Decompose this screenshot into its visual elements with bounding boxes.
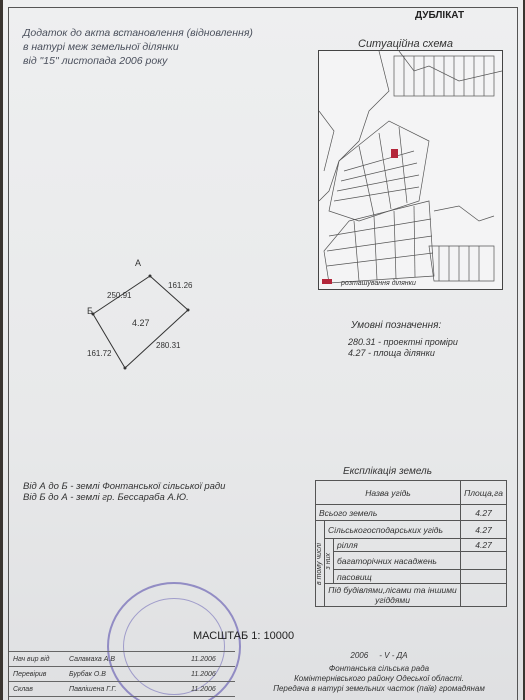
map-caption: розташування ділянки xyxy=(341,280,416,287)
explication-title: Експлікація земель xyxy=(343,466,432,477)
explication-row-name: рілля xyxy=(334,539,461,552)
explication-row-area xyxy=(461,584,507,607)
plot-area-label: 4.27 xyxy=(132,318,150,328)
boundary-description: Від А до Б - землі Фонтанської сільської ради xyxy=(23,481,226,492)
footer-code xyxy=(239,651,519,660)
explication-side-label: в тому числі xyxy=(316,521,325,607)
signature-name: Саламаха А.В xyxy=(65,652,135,667)
signature-role: Перевірив xyxy=(9,667,65,682)
explication-table xyxy=(315,480,507,607)
footer-district: Комінтернівського району Одеської області. xyxy=(294,674,464,683)
header-line: від "15" листопада 2006 року xyxy=(23,55,168,67)
boundary-description: Від Б до А - землі гр. Бессараба А.Ю. xyxy=(23,492,189,503)
footer-council: Фонтанська сільська рада xyxy=(328,664,430,673)
signature-name: Павлішена Г.Г. xyxy=(65,682,135,697)
legend-title: Умовні позначення: xyxy=(351,320,442,331)
duplicate-stamp: ДУБЛІКАТ xyxy=(415,10,465,21)
explication-header-area: Площа,га xyxy=(461,481,507,505)
plot-sketch xyxy=(73,255,223,385)
signature-role: Склав xyxy=(9,682,65,697)
explication-row-area: 4.27 xyxy=(461,521,507,539)
signature-role: Нач вир від xyxy=(9,652,65,667)
explication-row-name: Сільськогосподарських угідь xyxy=(325,521,461,539)
signature-mark xyxy=(135,682,187,697)
situation-map xyxy=(318,50,503,290)
point-b-label: Б xyxy=(87,306,93,316)
explication-row-name: Всього земель xyxy=(316,505,461,521)
footer-year: 2006 xyxy=(350,651,369,660)
document-sheet xyxy=(3,0,523,700)
highlighted-plot xyxy=(391,149,398,158)
explication-row-area xyxy=(461,570,507,584)
explication-row-area: 4.27 xyxy=(461,505,507,521)
explication-row-name: Під будівлями,лісами та іншими угіддями xyxy=(325,584,461,607)
explication-side-label: з них xyxy=(325,539,334,584)
signature-date: 11.2006 xyxy=(187,667,235,682)
dimension-label: 250.91 xyxy=(107,291,132,300)
signature-mark xyxy=(135,667,187,682)
explication-row-area xyxy=(461,552,507,570)
footer-sheet: - V - ДА xyxy=(379,651,408,660)
explication-row-area: 4.27 xyxy=(461,539,507,552)
point-a-label: А xyxy=(135,258,142,268)
legend-item-area: 4.27 - площа ділянки xyxy=(348,348,435,358)
footer-purpose: Передача в натурі земельних часток (паїв) громадянам xyxy=(273,684,485,693)
header-line: Додаток до акта встановлення (відновлення) xyxy=(23,27,253,39)
map-scale: МАСШТАБ 1: 10000 xyxy=(193,630,295,642)
dimension-label: 280.31 xyxy=(156,341,181,350)
legend-item-dimensions: 280.31 - проектні проміри xyxy=(348,337,458,347)
explication-row-name: багаторічних насаджень xyxy=(334,552,461,570)
explication-row-name: пасовищ xyxy=(334,570,461,584)
map-legend-swatch xyxy=(322,279,332,284)
document-header xyxy=(23,26,253,68)
signature-date: 11.2006 xyxy=(187,682,235,697)
dimension-label: 161.72 xyxy=(87,349,112,358)
header-line: в натурі меж земельної ділянки xyxy=(23,41,179,53)
signature-mark xyxy=(135,652,187,667)
situation-scheme-title: Ситуаційна схема xyxy=(358,38,453,50)
signature-name: Бурбак О.В xyxy=(65,667,135,682)
explication-header-name: Назва угідь xyxy=(316,481,461,505)
dimension-label: 161.26 xyxy=(168,281,193,290)
signature-date: 11.2006 xyxy=(187,652,235,667)
signature-table xyxy=(9,651,235,697)
situation-map-drawing xyxy=(319,51,502,289)
